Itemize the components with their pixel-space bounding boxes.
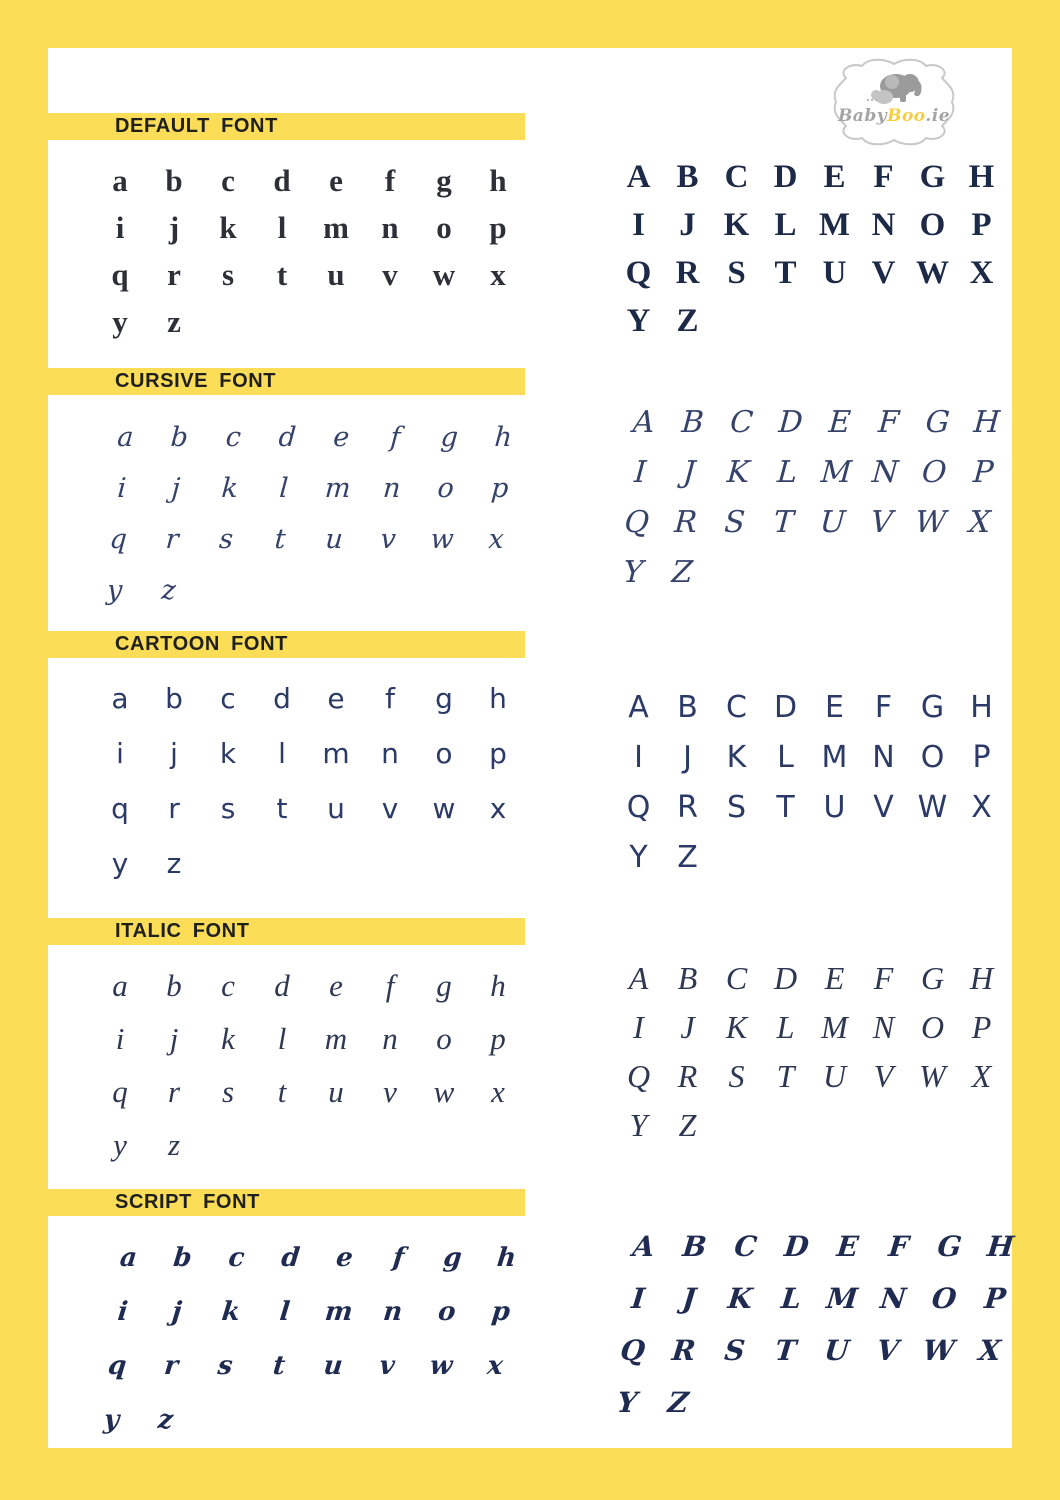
letter-q-lower: q	[106, 1351, 128, 1381]
letter-t-lower: t	[276, 792, 288, 825]
letter-l-lower: l	[277, 1020, 287, 1056]
letter-o-lower: o	[436, 209, 452, 245]
letter-z-lower: z	[166, 847, 182, 880]
letter-l-lower: l	[278, 1297, 292, 1327]
letter-p-lower: p	[490, 1020, 506, 1056]
letter-x-upper: X	[977, 1333, 1003, 1367]
letter-c-lower: c	[220, 682, 236, 715]
letter-r-upper: R	[670, 1333, 698, 1367]
letter-o-lower: o	[436, 473, 455, 504]
letter-s-upper: S	[727, 254, 746, 291]
letter-r-lower: r	[167, 256, 181, 292]
letter-f-upper: F	[873, 960, 894, 996]
letter-u-upper: U	[823, 789, 846, 825]
letter-n-upper: N	[878, 1281, 908, 1315]
letter-l-upper: L	[776, 1009, 795, 1045]
letter-q-lower: q	[111, 792, 129, 825]
letter-l-upper: L	[776, 454, 799, 490]
italic-font-lowercase-grid	[93, 959, 525, 1171]
letter-k-upper: K	[723, 206, 750, 243]
letter-y-upper: Y	[629, 1107, 648, 1143]
letter-j-upper: J	[680, 1281, 698, 1315]
logo-frame-and-elephant-icon	[826, 56, 962, 148]
letter-a-lower: a	[118, 1243, 139, 1273]
letter-k-lower: k	[220, 1297, 242, 1327]
letter-p-upper: P	[971, 454, 995, 490]
letter-k-upper: K	[725, 454, 751, 490]
letter-b-lower: b	[165, 682, 183, 715]
letter-o-upper: O	[920, 1009, 945, 1045]
letter-y-lower: y	[105, 575, 124, 606]
letter-g-lower: g	[436, 162, 452, 198]
letter-g-upper: G	[919, 158, 946, 195]
letter-z-lower: z	[167, 303, 181, 339]
letter-e-lower: e	[332, 422, 351, 453]
letter-s-upper: S	[723, 504, 747, 540]
letter-u-upper: U	[818, 504, 847, 540]
letter-m-lower: m	[323, 473, 352, 504]
letter-t-lower: t	[277, 1073, 287, 1109]
letter-j-lower: j	[168, 209, 180, 245]
content-panel	[48, 48, 1016, 1448]
letter-n-lower: n	[381, 1297, 404, 1327]
letter-u-upper: U	[822, 254, 847, 291]
letter-y-upper: Y	[626, 302, 651, 339]
letter-p-lower: p	[490, 473, 510, 504]
letter-r-upper: R	[673, 504, 699, 540]
letter-k-upper: K	[726, 1281, 755, 1315]
letter-p-upper: P	[971, 1009, 992, 1045]
letter-x-lower: x	[487, 524, 505, 555]
letter-q-lower: q	[108, 524, 128, 555]
letter-r-lower: r	[168, 792, 180, 825]
letter-e-lower: e	[329, 162, 343, 198]
letter-m-lower: m	[323, 1297, 355, 1327]
letter-h-lower: h	[493, 422, 514, 453]
letter-i-upper: I	[632, 206, 645, 243]
letter-j-lower: j	[170, 737, 178, 770]
letter-y-lower: y	[113, 1126, 127, 1162]
letter-g-lower: g	[435, 682, 453, 715]
letter-b-upper: B	[681, 1229, 709, 1263]
letter-b-upper: B	[677, 960, 698, 996]
letter-v-lower: v	[383, 1073, 397, 1109]
logo-baby: Baby	[837, 106, 888, 126]
letter-y-upper: Y	[629, 839, 648, 875]
letter-e-lower: e	[329, 967, 343, 1003]
letter-i-upper: I	[633, 454, 648, 490]
letter-h-lower: h	[489, 162, 507, 198]
letter-w-upper: W	[916, 254, 949, 291]
letter-a-upper: A	[628, 689, 649, 725]
letter-d-upper: D	[773, 960, 798, 996]
letter-u-lower: u	[328, 1073, 344, 1109]
letter-h-lower: h	[495, 1243, 518, 1273]
letter-a-lower: a	[112, 162, 128, 198]
letter-y-upper: Y	[622, 554, 645, 590]
letter-t-lower: t	[273, 524, 287, 555]
letter-e-upper: E	[835, 1229, 861, 1263]
letter-i-upper: I	[633, 1009, 644, 1045]
section-title: DEFAULT FONT	[115, 115, 278, 137]
letter-d-lower: d	[273, 682, 291, 715]
letter-j-upper: J	[682, 454, 697, 490]
letter-g-lower: g	[439, 422, 460, 453]
letter-f-upper: F	[873, 158, 894, 195]
letter-m-upper: M	[824, 1281, 860, 1315]
letter-w-upper: W	[914, 504, 948, 540]
letter-r-upper: R	[677, 789, 698, 825]
letter-o-lower: o	[436, 1020, 452, 1056]
letter-o-upper: O	[920, 739, 945, 775]
letter-d-lower: d	[273, 162, 291, 198]
letter-n-lower: n	[381, 737, 399, 770]
letter-n-lower: n	[381, 209, 399, 245]
letter-c-lower: c	[221, 162, 235, 198]
letter-k-upper: K	[726, 739, 747, 775]
letter-d-upper: D	[782, 1229, 811, 1263]
letter-u-lower: u	[324, 524, 344, 555]
letter-g-lower: g	[436, 967, 452, 1003]
letter-y-lower: y	[102, 1405, 121, 1435]
letter-m-upper: M	[821, 1009, 848, 1045]
letter-b-lower: b	[169, 422, 190, 453]
letter-c-lower: c	[221, 967, 235, 1003]
letter-f-upper: F	[874, 689, 893, 725]
script-font-lowercase-grid	[82, 1231, 537, 1447]
letter-j-upper: J	[683, 739, 692, 775]
letter-v-lower: v	[379, 524, 397, 555]
letter-b-upper: B	[680, 404, 705, 440]
letter-m-lower: m	[322, 737, 350, 770]
letter-w-upper: W	[917, 789, 948, 825]
letter-c-upper: C	[726, 689, 747, 725]
letter-w-lower: w	[432, 792, 456, 825]
letter-f-lower: f	[384, 162, 396, 198]
letter-z-upper: Z	[678, 1107, 697, 1143]
letter-t-upper: T	[773, 1333, 798, 1367]
letter-e-upper: E	[825, 689, 844, 725]
letter-h-lower: h	[490, 967, 506, 1003]
letter-l-lower: l	[278, 737, 286, 770]
letter-c-lower: c	[227, 1243, 247, 1273]
letter-a-lower: a	[112, 967, 128, 1003]
letter-j-upper: J	[680, 1009, 695, 1045]
script-font-uppercase-grid	[599, 1220, 1029, 1428]
letter-q-upper: Q	[625, 254, 652, 291]
letter-g-upper: G	[920, 689, 945, 725]
letter-x-lower: x	[489, 792, 507, 825]
letter-b-upper: B	[677, 689, 698, 725]
letter-q-upper: Q	[623, 504, 651, 540]
letter-b-upper: B	[676, 158, 699, 195]
letter-w-lower: w	[433, 1073, 455, 1109]
letter-b-lower: b	[171, 1243, 194, 1273]
letter-j-lower: j	[170, 473, 182, 504]
letter-z-lower: z	[167, 1126, 181, 1162]
dotted-accent	[867, 99, 877, 101]
letter-n-upper: N	[872, 739, 895, 775]
letter-g-upper: G	[935, 1229, 964, 1263]
letter-g-lower: g	[441, 1243, 464, 1273]
letter-a-upper: A	[628, 960, 649, 996]
section-title: CARTOON FONT	[115, 633, 288, 655]
letter-d-lower: d	[279, 1243, 302, 1273]
letter-m-upper: M	[818, 206, 851, 243]
letter-p-lower: p	[489, 209, 507, 245]
letter-c-upper: C	[732, 1229, 759, 1263]
letter-f-lower: f	[389, 422, 402, 453]
letter-s-upper: S	[726, 789, 747, 825]
letter-q-upper: Q	[626, 789, 651, 825]
letter-q-lower: q	[112, 1073, 128, 1109]
letter-x-lower: x	[485, 1351, 505, 1381]
letter-v-upper: V	[875, 1333, 901, 1367]
default-font-lowercase-grid	[93, 157, 525, 345]
letter-r-upper: R	[675, 254, 700, 291]
letter-e-upper: E	[824, 960, 845, 996]
letter-h-upper: H	[968, 158, 995, 195]
letter-c-upper: C	[729, 404, 755, 440]
letter-e-upper: E	[827, 404, 852, 440]
scalloped-frame	[835, 60, 954, 145]
letter-p-upper: P	[971, 206, 992, 243]
letter-w-lower: w	[432, 256, 456, 292]
section-title: CURSIVE FONT	[115, 370, 277, 392]
section-header-italic-font	[0, 918, 525, 945]
letter-s-lower: s	[220, 792, 236, 825]
section-header-default-font	[0, 113, 525, 140]
letter-e-upper: E	[823, 158, 846, 195]
letter-w-lower: w	[428, 1351, 454, 1381]
logo-domain: .ie	[925, 106, 951, 126]
letter-u-upper: U	[822, 1333, 851, 1367]
letter-t-upper: T	[776, 789, 795, 825]
letter-g-upper: G	[920, 960, 945, 996]
letter-o-lower: o	[436, 1297, 458, 1327]
letter-v-upper: V	[873, 1058, 894, 1094]
letter-v-lower: v	[382, 256, 398, 292]
section-header-cursive-font	[0, 368, 525, 395]
babyboo-logo	[826, 56, 962, 148]
letter-r-lower: r	[162, 1351, 180, 1381]
letter-k-lower: k	[219, 209, 237, 245]
letter-x-upper: X	[971, 1058, 992, 1094]
letter-m-lower: m	[324, 1020, 348, 1056]
letter-v-lower: v	[381, 792, 399, 825]
section-header-cartoon-font	[0, 631, 525, 658]
letter-k-lower: k	[220, 473, 240, 504]
letter-q-upper: Q	[626, 1058, 651, 1094]
letter-d-upper: D	[773, 158, 798, 195]
letter-v-upper: V	[871, 254, 896, 291]
letter-d-upper: D	[777, 404, 804, 440]
letter-t-lower: t	[276, 256, 288, 292]
letter-n-lower: n	[381, 473, 402, 504]
letter-p-upper: P	[972, 739, 991, 775]
section-title: ITALIC FONT	[115, 920, 250, 942]
letter-p-upper: P	[982, 1281, 1008, 1315]
letter-x-upper: X	[971, 789, 992, 825]
letter-v-lower: v	[378, 1351, 397, 1381]
letter-e-lower: e	[334, 1243, 355, 1273]
letter-x-upper: X	[969, 254, 994, 291]
letter-f-lower: f	[385, 967, 395, 1003]
letter-h-lower: h	[489, 682, 507, 715]
cartoon-font-lowercase-grid	[93, 671, 525, 891]
letter-a-upper: A	[626, 158, 651, 195]
letter-z-lower: z	[156, 1405, 175, 1435]
letter-l-upper: L	[779, 1281, 803, 1315]
section-title: SCRIPT FONT	[115, 1191, 260, 1213]
letter-y-lower: y	[112, 303, 128, 339]
letter-q-lower: q	[111, 256, 129, 292]
letter-y-lower: y	[111, 847, 129, 880]
letter-u-upper: U	[822, 1058, 847, 1094]
logo-boo: Boo	[887, 106, 926, 126]
letter-f-lower: f	[385, 682, 395, 715]
letter-a-lower: a	[116, 422, 135, 453]
letter-z-upper: Z	[677, 839, 698, 875]
cursive-font-uppercase-grid	[607, 397, 1013, 597]
letter-k-lower: k	[221, 1020, 235, 1056]
letter-n-lower: n	[382, 1020, 398, 1056]
letter-s-upper: S	[728, 1058, 745, 1094]
letter-r-lower: r	[164, 524, 180, 555]
letter-n-upper: N	[871, 206, 896, 243]
letter-f-upper: F	[887, 1229, 911, 1263]
letter-o-lower: o	[435, 737, 453, 770]
letter-m-upper: M	[821, 739, 848, 775]
letter-s-lower: s	[221, 256, 235, 292]
letter-c-lower: c	[224, 422, 242, 453]
letter-d-lower: d	[274, 967, 290, 1003]
letter-m-upper: M	[819, 454, 853, 490]
letter-d-upper: D	[773, 689, 798, 725]
letter-f-upper: F	[877, 404, 901, 440]
letter-i-lower: i	[116, 1297, 130, 1327]
letter-s-lower: s	[221, 1073, 235, 1109]
letter-w-upper: W	[921, 1333, 957, 1367]
cursive-font-lowercase-grid	[86, 412, 532, 616]
letter-c-upper: C	[724, 158, 749, 195]
letter-i-lower: i	[116, 737, 124, 770]
letter-w-lower: w	[429, 524, 455, 555]
letter-s-upper: S	[722, 1333, 747, 1367]
letter-y-upper: Y	[615, 1385, 640, 1419]
letter-e-lower: e	[327, 682, 345, 715]
letter-b-lower: b	[165, 162, 183, 198]
letter-i-lower: i	[116, 473, 128, 504]
letter-l-lower: l	[277, 209, 287, 245]
letter-i-lower: i	[115, 1020, 125, 1056]
default-font-uppercase-grid	[614, 153, 1006, 345]
letter-o-upper: O	[930, 1281, 959, 1315]
letter-h-upper: H	[970, 689, 993, 725]
letter-v-upper: V	[873, 789, 894, 825]
letter-r-lower: r	[167, 1073, 181, 1109]
letter-l-lower: l	[278, 473, 290, 504]
letter-k-lower: k	[219, 737, 237, 770]
letter-u-lower: u	[327, 792, 345, 825]
letter-v-upper: V	[869, 504, 894, 540]
letter-f-lower: f	[391, 1243, 406, 1273]
letter-t-upper: T	[772, 504, 795, 540]
section-header-script-font	[0, 1189, 525, 1216]
letter-l-upper: L	[774, 206, 797, 243]
letter-o-upper: O	[920, 454, 948, 490]
italic-font-uppercase-grid	[614, 954, 1006, 1150]
letter-r-upper: R	[677, 1058, 698, 1094]
letter-t-upper: T	[774, 254, 797, 291]
letter-q-upper: Q	[618, 1333, 647, 1367]
letter-n-upper: N	[870, 454, 900, 490]
letter-x-upper: X	[967, 504, 992, 540]
letter-z-upper: Z	[676, 302, 699, 339]
logo-wordmark	[826, 106, 962, 126]
letter-z-upper: Z	[666, 1385, 691, 1419]
letter-p-lower: p	[490, 1297, 512, 1327]
letter-d-lower: d	[277, 422, 298, 453]
letter-x-lower: x	[491, 1073, 505, 1109]
letter-l-upper: L	[777, 739, 794, 775]
letter-w-upper: W	[919, 1058, 946, 1094]
letter-j-lower: j	[170, 1297, 184, 1327]
letter-j-upper: J	[679, 206, 696, 243]
letter-i-lower: i	[115, 209, 125, 245]
letter-a-lower: a	[111, 682, 129, 715]
letter-o-upper: O	[919, 206, 946, 243]
letter-x-lower: x	[490, 256, 506, 292]
letter-u-lower: u	[322, 1351, 345, 1381]
letter-p-lower: p	[489, 737, 507, 770]
letter-b-lower: b	[166, 967, 182, 1003]
letter-a-upper: A	[631, 404, 656, 440]
letter-h-upper: H	[969, 960, 994, 996]
letter-m-lower: m	[323, 209, 349, 245]
letter-j-lower: j	[169, 1020, 179, 1056]
letter-h-upper: H	[985, 1229, 1016, 1263]
letter-g-upper: G	[924, 404, 951, 440]
letter-c-upper: C	[725, 960, 748, 996]
letter-k-upper: K	[725, 1009, 748, 1045]
letter-i-upper: I	[634, 739, 643, 775]
letter-a-upper: A	[631, 1229, 657, 1263]
letter-i-upper: I	[629, 1281, 647, 1315]
letter-s-lower: s	[216, 1351, 235, 1381]
letter-s-lower: s	[218, 524, 235, 555]
letter-t-upper: T	[776, 1058, 795, 1094]
letter-n-upper: N	[872, 1009, 895, 1045]
letter-z-upper: Z	[670, 554, 694, 590]
letter-t-lower: t	[271, 1351, 287, 1381]
letter-u-lower: u	[327, 256, 345, 292]
letter-z-lower: z	[160, 575, 177, 606]
cartoon-font-uppercase-grid	[614, 682, 1006, 882]
letter-h-upper: H	[972, 404, 1002, 440]
